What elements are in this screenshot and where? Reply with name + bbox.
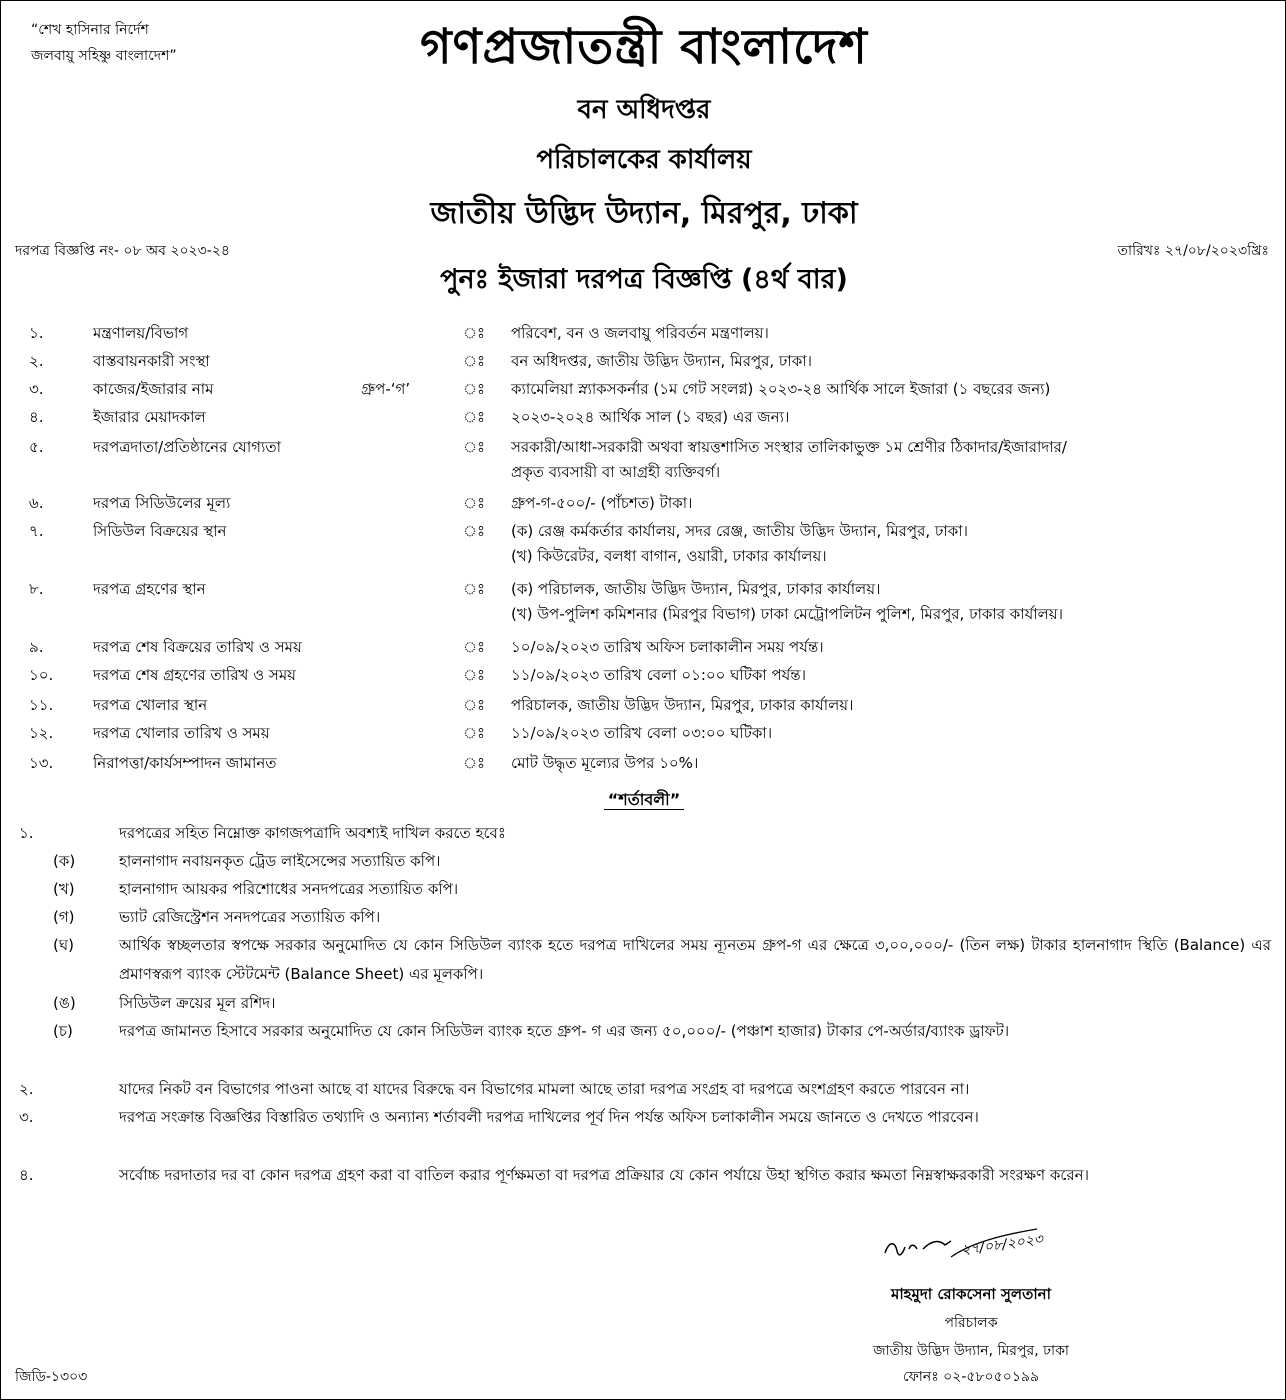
signatory-office: জাতীয় উদ্ভিদ উদ্যান, মিরপুর, ঢাকা <box>873 1343 1069 1359</box>
office-name: পরিচালকের কার্যালয় <box>536 145 752 175</box>
row-separator: ঃ <box>463 666 486 684</box>
row-value <box>511 663 1271 688</box>
term-text: ভ্যাট রেজিস্ট্রেশন সনদপত্রের সত্যায়িত কপি। <box>119 908 381 926</box>
row-value <box>511 377 1271 402</box>
row-value-line: গ্রুপ-গ-৫০০/- (পাঁচশত) টাকা। <box>511 494 693 512</box>
row-value-line: (ক) রেঞ্জ কর্মকর্তার কার্যালয়, সদর রেঞ্জ, জাতীয় উদ্ভিদ উদ্যান, মিরপুর, ঢাকা। <box>511 522 968 540</box>
row-label: দরপত্র খোলার স্থান <box>93 696 208 714</box>
signature-date: ২৭/০৮/২০২৩ <box>960 1231 1044 1259</box>
row-value-line: মোট উদ্ধৃত মূল্যের উপর ১০%। <box>511 754 699 772</box>
row-separator: ঃ <box>463 522 486 540</box>
row-value <box>511 693 1271 718</box>
terms-heading <box>1 787 1286 814</box>
page-title: গণপ্রজাতন্ত্রী বাংলাদেশ <box>420 19 868 75</box>
terms-heading-text: “শর্তাবলী” <box>604 790 685 810</box>
term-text: হালনাগাদ নবায়নকৃত ট্রেড লাইসেন্সের সত্যায়িত কপি। <box>119 852 441 870</box>
term-number: ৩. <box>19 1108 34 1126</box>
row-number: ৫. <box>29 438 44 456</box>
row-value <box>511 435 1271 485</box>
term-number: (চ) <box>53 1022 73 1040</box>
row-number: ১. <box>29 324 44 342</box>
row-label: বাস্তবায়নকারী সংস্থা <box>93 352 210 370</box>
term-number: (ক) <box>53 852 76 870</box>
term-text: দরপত্র জামানত হিসাবে সরকার অনুমোদিত যে কোন সিডিউল ব্যাংক হতে গ্রুপ- গ এর জন্য ৫০,০০০/- (পঞ্চাশ হাজার) টাকার পে-অর্ডার/ব্যাংক ড্রাফট। <box>119 1022 1010 1040</box>
row-label: দরপত্র শেষ গ্রহণের তারিখ ও সময় <box>93 666 296 684</box>
row-separator: ঃ <box>463 380 486 398</box>
signatory-name: মাহমুদা রোকসেনা সুলতানা <box>891 1285 1051 1303</box>
row-number: ২. <box>29 352 44 370</box>
term-text: দরপত্র সংক্রান্ত বিজ্ঞপ্তির বিস্তারিত তথ্যাদি ও অন্যান্য শর্তাবলী দরপত্র দাখিলের পূর্ব দিন পর্যন্ত অফিস চলাকালীন সময়ে জানতে ও দেখতে পারবেন। <box>119 1108 979 1126</box>
row-number: ১১. <box>29 696 54 714</box>
row-separator: ঃ <box>463 580 486 598</box>
row-value <box>511 349 1271 374</box>
row-number: ১২. <box>29 724 54 742</box>
row-label: মন্ত্রণালয়/বিভাগ <box>93 324 189 342</box>
office-location: জাতীয় উদ্ভিদ উদ্যান, মিরপুর, ঢাকা <box>430 196 858 231</box>
row-number: ৪. <box>29 408 44 426</box>
row-value <box>511 491 1271 516</box>
term-text: যাদের নিকট বন বিভাগের পাওনা আছে বা যাদের বিরুদ্ধে বন বিভাগের মামলা আছে তারা দরপত্র সংগ্রহ বা দরপত্রে অংশগ্রহণ করতে পারবেন না। <box>119 1080 970 1098</box>
row-separator: ঃ <box>463 696 486 714</box>
row-value <box>511 635 1271 660</box>
row-label: দরপত্র সিডিউলের মূল্য <box>93 494 231 512</box>
row-number: ১০. <box>29 666 54 684</box>
row-value-line: ক্যামেলিয়া স্ন্যাকসকর্নার (১ম গেট সংলগ্ন) ২০২৩-২৪ আর্থিক সালে ইজারা (১ বছরের জন্য) <box>511 380 1051 398</box>
row-value-line: ২০২৩-২০২৪ আর্থিক সাল (১ বছর) এর জন্য। <box>511 408 790 426</box>
term-text: আর্থিক স্বচ্ছলতার স্বপক্ষে সরকার অনুমোদিত যে কোন সিডিউল ব্যাংক হতে দরপত্র দাখিলের সময় ন্যূনতম গ্রুপ-গ এর ক্ষেত্রে ৩,০০,০০০/- (তিন লক্ষ) টাকার হালনাগাদ স্থিতি (Balance) এর প্রমাণস্বরূপ ব্যাংক স্টেটমেন্ট (Balance Sheet) এর মূলকপি। <box>119 936 1271 983</box>
row-separator: ঃ <box>463 438 486 456</box>
notice-heading: পুনঃ ইজারা দরপত্র বিজ্ঞপ্তি (৪র্থ বার) <box>440 264 848 295</box>
row-value-line: (খ) কিউরেটর, বলধা বাগান, ওয়ারী, ঢাকার কার্যালয়। <box>511 547 827 565</box>
row-number: ৯. <box>29 638 44 656</box>
row-label: দরপত্রদাতা/প্রতিষ্ঠানের যোগ্যতা <box>93 438 281 456</box>
slogan-line-2: জলবায়ু সহিষ্ণু বাংলাদেশ” <box>31 48 177 64</box>
row-value-line: (খ) উপ-পুলিশ কমিশনার (মিরপুর বিভাগ) ঢাকা মেট্রোপলিটন পুলিশ, মিরপুর, ঢাকার কার্যালয়। <box>511 605 1063 623</box>
row-separator: ঃ <box>463 494 486 512</box>
row-value-line: ১১/০৯/২০২৩ তারিখ বেলা ০৩:০০ ঘটিকা। <box>511 724 773 742</box>
signatory-phone: ফোনঃ ০২-৫৮০৫০১৯৯ <box>902 1369 1040 1385</box>
signatory-designation: পরিচালক <box>944 1315 998 1331</box>
row-number: ৬. <box>29 494 44 512</box>
row-label: ইজারার মেয়াদকাল <box>93 408 206 426</box>
term-text: হালনাগাদ আয়কর পরিশোধের সনদপত্রের সত্যায়িত কপি। <box>119 880 459 898</box>
term-number: (গ) <box>53 908 75 926</box>
row-separator: ঃ <box>463 408 486 426</box>
row-value-line: বন অধিদপ্তর, জাতীয় উদ্ভিদ উদ্যান, মিরপুর, ঢাকা। <box>511 352 812 370</box>
row-number: ১৩. <box>29 754 54 772</box>
row-value-line: সরকারী/আধা-সরকারী অথবা স্বায়ত্তশাসিত সংস্থার তালিকাভুক্ত ১ম শ্রেণীর ঠিকাদার/ইজারাদার/ <box>511 438 1067 456</box>
row-label: দরপত্র গ্রহণের স্থান <box>93 580 206 598</box>
term-number: ৪. <box>19 1166 34 1184</box>
term-number: (খ) <box>53 880 75 898</box>
term-text: সর্বোচ্চ দরদাতার দর বা কোন দরপত্র গ্রহণ করা বা বাতিল করার পূর্ণক্ষমতা বা দরপত্র প্রক্রিয়ার যে কোন পর্যায়ে উহা স্থগিত করার ক্ষমতা নিম্নস্বাক্ষরকারী সংরক্ষণ করেন। <box>119 1166 1089 1184</box>
row-value <box>511 751 1271 776</box>
row-label: দরপত্র খোলার তারিখ ও সময় <box>93 724 270 742</box>
term-number: ১. <box>19 824 34 842</box>
row-label: নিরাপত্তা/কার্যসম্পাদন জামানত <box>93 754 277 772</box>
row-group: গ্রুপ-‘গ’ <box>361 380 411 398</box>
row-separator: ঃ <box>463 638 486 656</box>
row-separator: ঃ <box>463 724 486 742</box>
row-separator: ঃ <box>463 324 486 342</box>
row-separator: ঃ <box>463 754 486 772</box>
row-separator: ঃ <box>463 352 486 370</box>
department-name: বন অধিদপ্তর <box>577 95 711 125</box>
row-label: সিডিউল বিক্রয়ের স্থান <box>93 522 227 540</box>
row-value-line: (ক) পরিচালক, জাতীয় উদ্ভিদ উদ্যান, মিরপুর, ঢাকার কার্যালয়। <box>511 580 881 598</box>
row-number: ৭. <box>29 522 44 540</box>
row-value <box>511 721 1271 746</box>
row-label: দরপত্র শেষ বিক্রয়ের তারিখ ও সময় <box>93 638 302 656</box>
memo-number: দরপত্র বিজ্ঞপ্তি নং- ০৮ অব ২০২৩-২৪ <box>15 243 230 259</box>
row-value-line: প্রকৃত ব্যবসায়ী বা আগ্রহী ব্যক্তিবর্গ। <box>511 463 721 481</box>
row-number: ৮. <box>29 580 44 598</box>
row-value-line: ১১/০৯/২০২৩ তারিখ বেলা ০১:০০ ঘটিকা পর্যন্ত। <box>511 666 807 684</box>
row-value <box>511 405 1271 430</box>
term-number: (ঘ) <box>53 936 74 954</box>
row-value-line: পরিবেশ, বন ও জলবায়ু পরিবর্তন মন্ত্রণালয়। <box>511 324 769 342</box>
term-text: সিডিউল ক্রয়ের মূল রশিদ। <box>119 994 276 1012</box>
row-value-line: ১০/০৯/২০২৩ তারিখ অফিস চলাকালীন সময় পর্যন্ত। <box>511 638 824 656</box>
row-value <box>511 519 1271 569</box>
row-value <box>511 321 1271 346</box>
term-number: ২. <box>19 1080 34 1098</box>
slogan-line-1: “শেখ হাসিনার নির্দেশ <box>31 22 149 38</box>
row-label: কাজের/ইজারার নাম <box>93 380 214 398</box>
gd-number: জিডি-১৩০৩ <box>15 1369 88 1385</box>
row-value <box>511 577 1271 627</box>
term-text: দরপত্রের সহিত নিম্নোক্ত কাগজপত্রাদি অবশ্যই দাখিল করতে হবেঃ <box>119 824 506 842</box>
row-value-line: পরিচালক, জাতীয় উদ্ভিদ উদ্যান, মিরপুর, ঢাকার কার্যালয়। <box>511 696 854 714</box>
row-number: ৩. <box>29 380 44 398</box>
term-number: (ঙ) <box>53 994 76 1012</box>
notice-date: তারিখঃ ২৭/০৮/২০২৩খ্রিঃ <box>1117 243 1269 259</box>
